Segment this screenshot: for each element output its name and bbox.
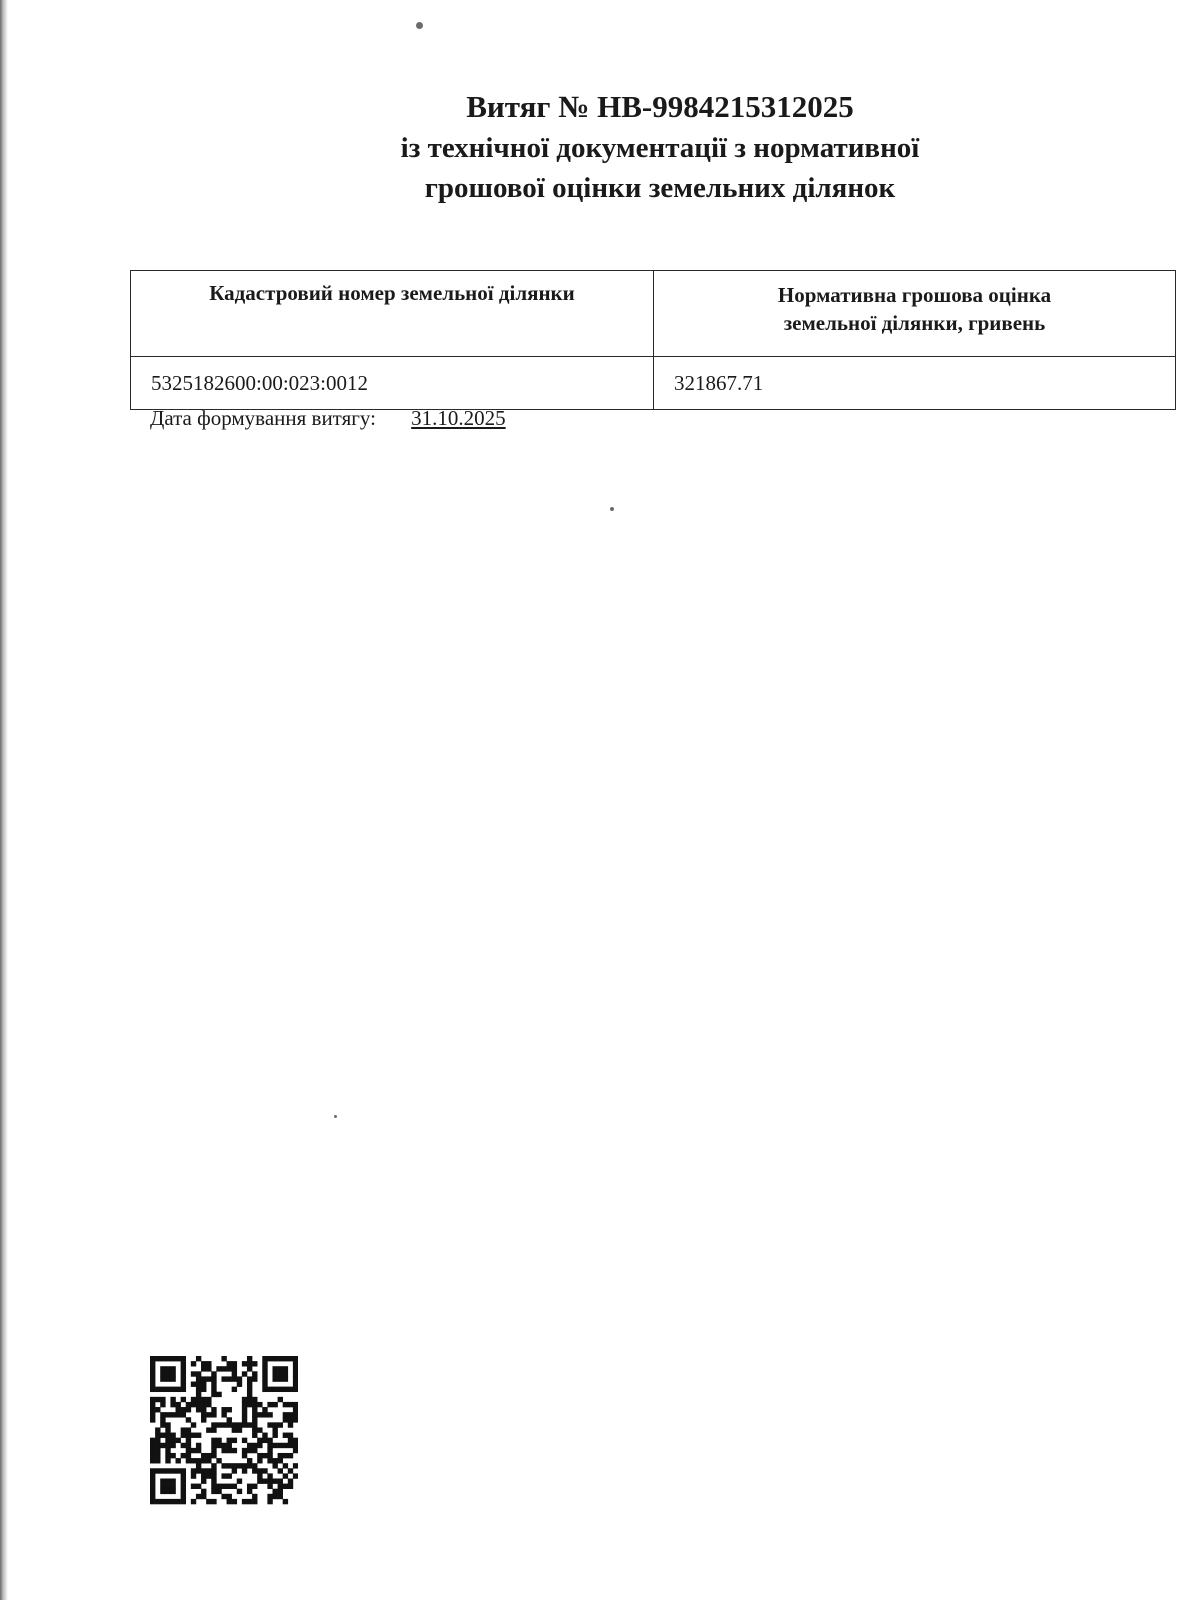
scan-edge xyxy=(0,0,8,1600)
scan-speck xyxy=(610,507,614,511)
qr-code-icon xyxy=(150,1356,298,1513)
table-header-row xyxy=(131,271,1176,357)
title-line-1: Витяг № НВ-9984215312025 xyxy=(466,89,854,124)
title-line-2: із технічної документації з нормативної xyxy=(400,132,920,164)
date-label: Дата формування витягу: xyxy=(150,406,376,430)
header-cadastral-number: Кадастровий номер земельної ділянки xyxy=(131,271,654,357)
date-value: 31.10.2025 xyxy=(411,406,506,430)
qr-code-graphic xyxy=(150,1356,298,1508)
cadastral-number-cell: 5325182600:00:023:0012 xyxy=(131,357,654,410)
table-row xyxy=(131,357,1176,410)
title-line-3: грошової оцінки земельних ділянок xyxy=(424,172,896,204)
header-valuation xyxy=(654,271,1176,357)
generation-date-row xyxy=(150,406,506,431)
document-title xyxy=(60,86,1200,208)
scan-speck xyxy=(416,22,423,29)
header-valuation-text: Нормативна грошова оцінка земельної ділянки, гривень xyxy=(777,283,1052,335)
valuation-table xyxy=(130,270,1176,410)
scan-speck xyxy=(334,1115,337,1118)
valuation-cell: 321867.71 xyxy=(654,357,1176,410)
